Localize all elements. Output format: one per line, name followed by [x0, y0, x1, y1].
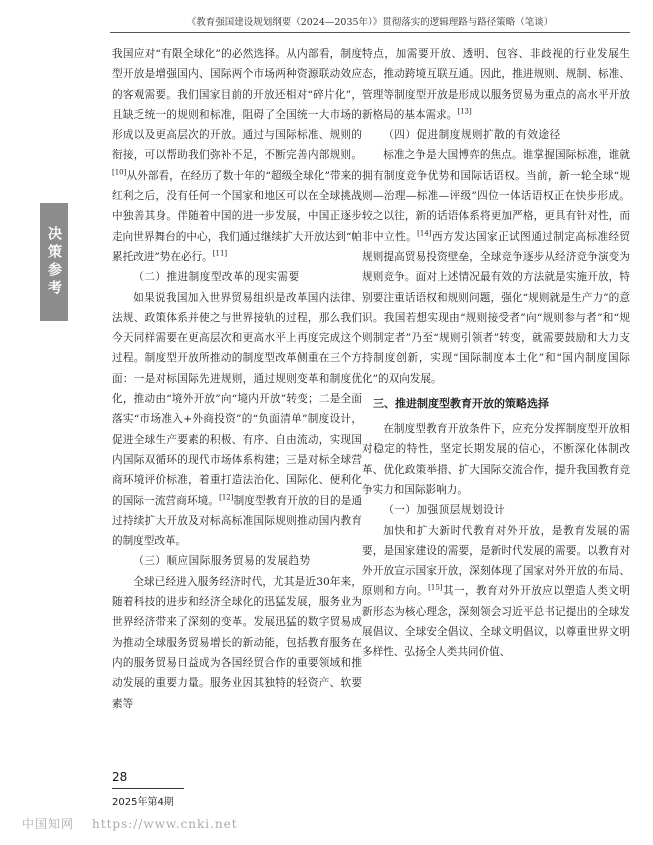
citation-ref[interactable]: [14] — [417, 229, 432, 238]
right-column — [362, 44, 630, 663]
issue-label: 2025年第4期 — [112, 797, 174, 808]
paragraph: 在制度型教育开放条件下，应充分发挥制度型开放相对稳定的特性，坚定长期发展的信心，不断深化体制改革、优化政策举措、扩大国际交流合作，提升我国教育竞争实力和国际影响力。 — [362, 423, 630, 496]
watermark-url[interactable]: https://www.cnki.net — [92, 817, 238, 831]
citation-ref[interactable]: [13] — [457, 107, 472, 116]
page-number: 28 — [112, 770, 128, 784]
section-tab: 决策参考 — [40, 203, 68, 321]
section-heading: 三、推进制度型教育开放的策略选择 — [373, 397, 549, 411]
citation-ref[interactable]: [12] — [219, 493, 234, 501]
header-rule — [110, 32, 630, 33]
left-column — [112, 44, 362, 714]
subsection-heading: （三）顺应国际服务贸易的发展趋势 — [133, 555, 311, 568]
citation-ref[interactable]: [10] — [112, 168, 127, 177]
paragraph: 我国应对“有限全球化”的必然选择。从内部看，制度型开放是增强国内、国际两个市场两种资源联动效应的客观需要。我们国家目前的开放还相对“碎片化”，且缺乏统一的规则和标准，阻碍了全国统一大市场的形成以及更高层次的开放。通过与国际标准、规则的衔接，可以帮助我们弥补不足，不断完善内部规则。[10]从外部看，在经历了数十年的“超级全球化”带来的红利之后，没有任何一个国家和地区可以在全球挑战中独善其身。伴随着中国的进一步发展，中国正逐步走向世界舞台的中心，我们通过继续扩大开放达到“帕累托改进”势在必行。[11] — [112, 48, 362, 263]
paragraph: 全球已经进入服务经济时代，尤其是近30年来，随着科技的进步和经济全球化的迅猛发展，服务业为世界经济带来了深刻的变革。发展迅猛的数字贸易成为推动全球服务贸易增长的新动能，包括教育服务在内的服务贸易日益成为各国经贸合作的重要领域和推动发展的重要力量。服务业因其独特的轻资产、软要素等 — [112, 575, 362, 710]
subsection-heading: （二）推进制度型改革的现实需要 — [133, 271, 300, 284]
paragraph: 特点，加需要开放、透明、包容、非歧视的行业发展生态，推动跨境互联互通。因此，推进规则、规制、标准、管理等制度型开放是形成以服务贸易为重点的高水平开放新格局的基本需求。[13] — [362, 48, 630, 121]
subsection-heading: （一）加强顶层规划设计 — [383, 504, 506, 517]
citation-ref[interactable]: [15] — [428, 583, 443, 592]
watermark — [22, 815, 238, 832]
citation-ref[interactable]: [11] — [212, 249, 228, 258]
running-header: 《教育强国建设规划纲要（2024—2035年）》贯彻落实的逻辑理路与路径策略（笔谈） — [186, 17, 554, 28]
paragraph: 加快和扩大新时代教育对外开放，是教育发展的需要，是国家建设的需要，是新时代发展的需要。以教育对外开放宣示国家开放，深刻体现了国家对外开放的布局、原则和方向。[15]其一，教育对外开放应以塑造人类文明新形态为核心理念，深刻领会习近平总书记提出的全球发展倡议、全球安全倡议、全球文明倡议，以尊重世界文明多样性、弘扬全人类共同价值、 — [362, 524, 631, 659]
watermark-site: 中国知网 — [22, 817, 75, 831]
footer-rule — [112, 788, 184, 789]
paragraph: 如果说我国加入世界贸易组织是改革国内法律、法规、政策体系并使之与世界接轨的过程，那么我们今天同样需要在更高层次和更高水平上再度完成这个过程。制度型开放所推动的制度型改革侧重在三个方面：一是对标国际先进规则，通过规则变革和制度优化，推动由“境外开放”向“境内开放”转变；二是全面落实“市场准入+外商投资”的“负面清单”制度设计，促进全球生产要素的积极、有序、自由流动，实现国内国际双循环的现代市场体系构建；三是对标全球营商环境评价标准，着重打造法治化、国际化、便利化的国际一流营商环境。[12]制度型教育开放的目的是通过持续扩大开放及对标高标准国际规则推动国内教育的制度型改革。 — [112, 291, 363, 548]
paragraph: 标准之争是大国博弈的焦点。谁掌握国际标准，谁就拥有制度竞争优势和国际话语权。当前，新一轮全球“规则—治理—标准—评级”四位一体话语权正在快步形成。较之以往，新的话语体系将更加严格，更具有针对性，而非中立性。[14]西方发达国家正试图通过制定高标准经贸规则提高贸易投资壁垒，全球竞争逐步从经济竞争演变为规则竞争。面对上述情况最有效的方法就是实施开放，特别要注重话语权和规则问题，强化“规则就是生产力”的意识。我国若想实现由“规则接受者”向“规则参与者”和“规则制定者”乃至“规则引领者”转变，就需要鼓励和大力支持制度创新，实现“国际制度本土化”和“国内制度国际化”的双向发展。 — [362, 149, 631, 385]
subsection-heading: （四）促进制度规则扩散的有效途径 — [383, 129, 561, 142]
